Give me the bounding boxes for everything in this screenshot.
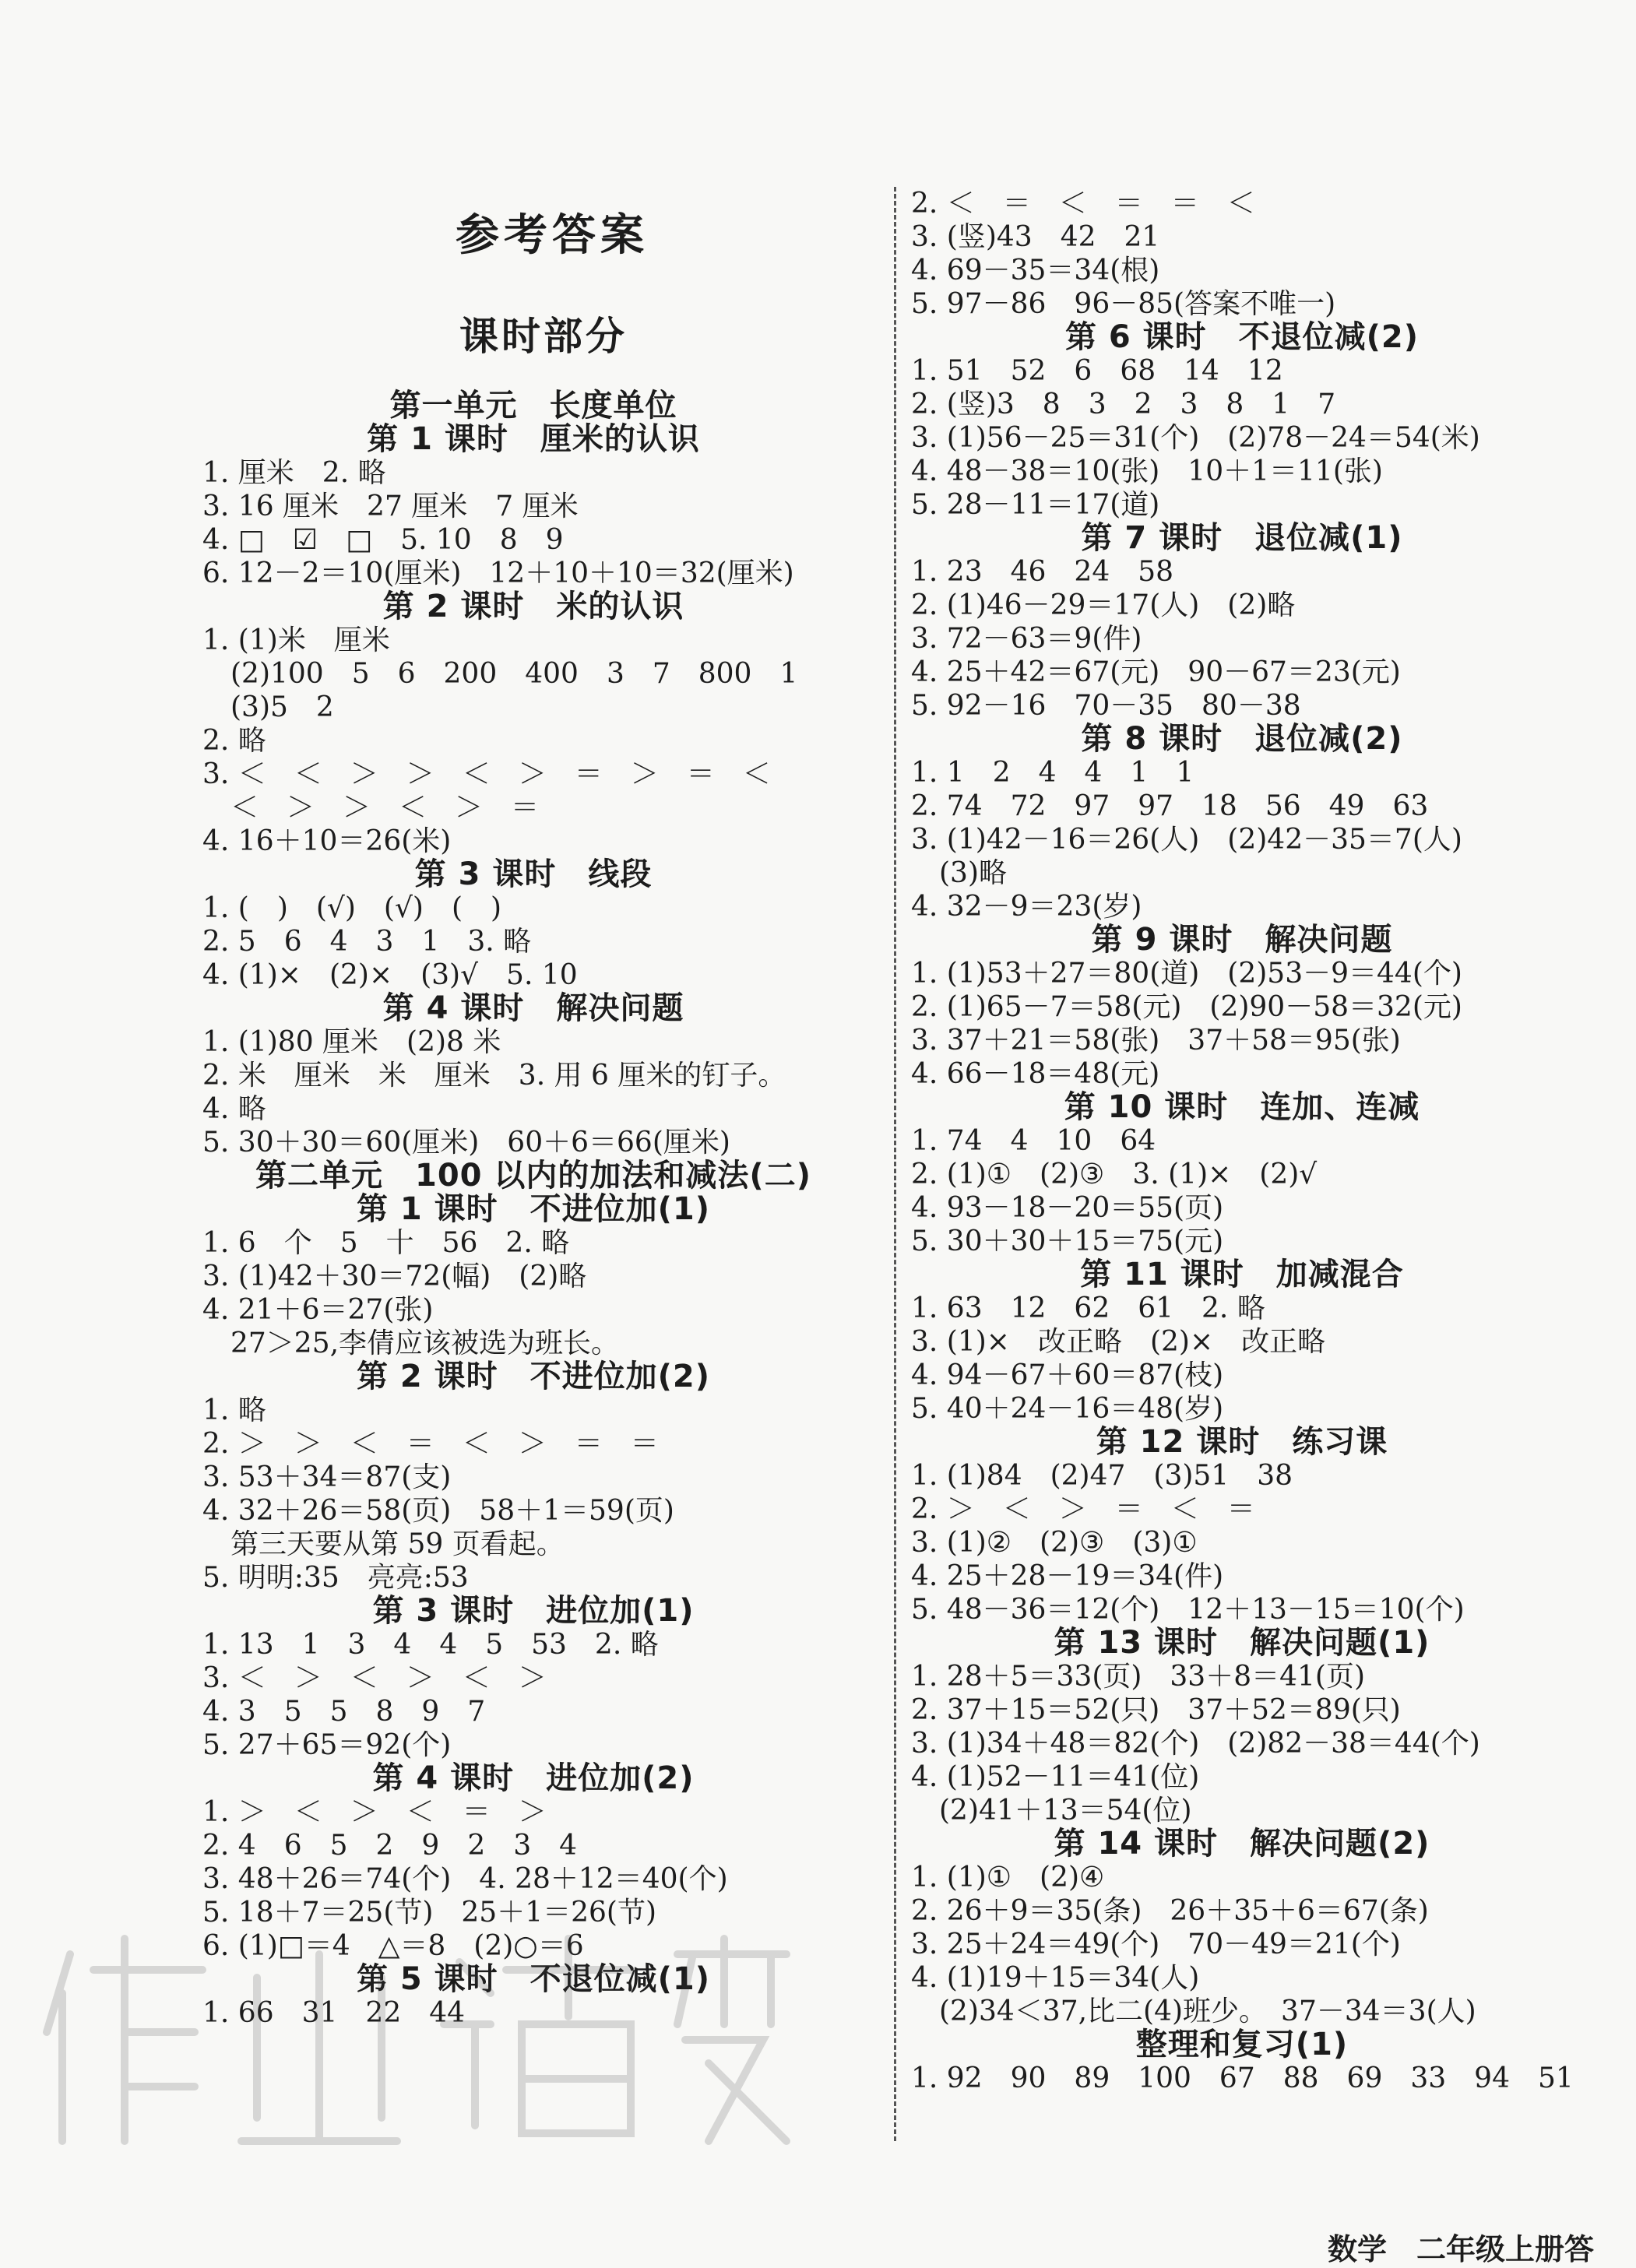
answer-line: 5. 18＋7＝25(节) 25＋1＝26(节)	[202, 1897, 657, 1929]
lesson-heading: 第 12 课时 练习课	[1096, 1424, 1388, 1460]
answer-line: 2. (1)65－7＝58(元) (2)90－58＝32(元)	[911, 991, 1462, 1023]
answer-line: 第三天要从第 59 页看起。	[202, 1528, 565, 1560]
column-divider	[894, 187, 896, 2141]
answer-line: 1. 23 46 24 58	[911, 556, 1174, 588]
page-footer: 数学 二年级上册答	[1328, 2232, 1595, 2266]
answer-line: 5. 明明:35 亮亮:53	[202, 1562, 469, 1594]
lesson-heading: 整理和复习(1)	[1135, 2027, 1349, 2062]
answer-line: 4. 48－38＝10(张) 10＋1＝11(张)	[911, 455, 1383, 487]
answer-line: 4. (1)19＋15＝34(人)	[911, 1962, 1200, 1994]
answer-line: 1. 74 4 10 64	[911, 1125, 1156, 1157]
left-answer-list	[202, 389, 864, 2030]
answer-line: 2. 74 72 97 97 18 56 49 63	[911, 790, 1429, 822]
answer-line: 3. 37＋21＝58(张) 37＋58＝95(张)	[911, 1025, 1401, 1057]
answer-line: 1. 63 12 62 61 2. 略	[911, 1292, 1265, 1324]
answer-line: 3. (1)42＋30＝72(幅) (2)略	[202, 1261, 587, 1292]
answer-line: 4. (1)52－11＝41(位)	[911, 1761, 1200, 1793]
answer-line: 3. ＜ ＜ ＞ ＞ ＜ ＞ ＝ ＞ ＝ ＜	[202, 758, 771, 790]
answer-line: 2. 5 6 4 3 1 3. 略	[202, 926, 532, 958]
lesson-heading: 第 3 课时 线段	[414, 856, 653, 892]
answer-line: 4. 略	[202, 1093, 266, 1125]
lesson-heading: 第 7 课时 退位减(1)	[1081, 520, 1403, 556]
answer-line: 2. ＞ ＜ ＞ ＝ ＜ ＝	[911, 1493, 1255, 1525]
answer-line: 1. 厘米 2. 略	[202, 457, 386, 489]
lesson-heading: 第 3 课时 进位加(1)	[372, 1593, 695, 1629]
answer-line: 3. (1)② (2)③ (3)①	[911, 1527, 1198, 1559]
answer-line: 2. 4 6 5 2 9 2 3 4	[202, 1830, 578, 1862]
answer-line: 3. 53＋34＝87(支)	[202, 1461, 452, 1493]
lesson-heading: 第 13 课时 解决问题(1)	[1054, 1625, 1430, 1661]
lesson-heading: 第 10 课时 连加、连减	[1064, 1089, 1420, 1125]
answer-line: 1. ＞ ＜ ＞ ＜ ＝ ＞	[202, 1796, 547, 1828]
answer-line: (3)略	[911, 857, 1007, 889]
answer-line: 2. (1)46－29＝17(人) (2)略	[911, 589, 1296, 621]
answer-line: 1. 28＋5＝33(页) 33＋8＝41(页)	[911, 1661, 1366, 1693]
answer-line: 1. 1 2 4 4 1 1	[911, 757, 1194, 789]
answer-line: 2. (1)① (2)③ 3. (1)× (2)√	[911, 1159, 1318, 1190]
answer-line: 2. (竖)3 8 3 2 3 8 1 7	[911, 389, 1336, 420]
answer-line: 5. 28－11＝17(道)	[911, 489, 1160, 521]
answer-line: ＜ ＞ ＞ ＜ ＞ ＝	[202, 792, 540, 824]
section-title: 课时部分	[459, 314, 628, 359]
answer-line: 1. (1)84 (2)47 (3)51 38	[911, 1460, 1293, 1492]
answer-line: 6. 12－2＝10(厘米) 12＋10＋10＝32(厘米)	[202, 557, 794, 589]
answer-line: 4. 25＋28－19＝34(件)	[911, 1560, 1224, 1592]
answer-line: 4. 32＋26＝58(页) 58＋1＝59(页)	[202, 1495, 674, 1527]
answer-line: 5. 30＋30＝60(厘米) 60＋6＝66(厘米)	[202, 1127, 730, 1159]
answer-line: 1. 6 个 5 十 56 2. 略	[202, 1227, 570, 1259]
lesson-heading: 第 8 课时 退位减(2)	[1081, 721, 1403, 757]
answer-line: 3. ＜ ＞ ＜ ＞ ＜ ＞	[202, 1662, 547, 1694]
answer-line: 2. 米 厘米 米 厘米 3. 用 6 厘米的钉子。	[202, 1060, 786, 1092]
answer-line: 1. 13 1 3 4 4 5 53 2. 略	[202, 1629, 659, 1661]
answer-line: 1. (1)米 厘米	[202, 624, 390, 656]
answer-line: 2. 略	[202, 725, 266, 757]
answer-line: 27＞25,李倩应该被选为班长。	[202, 1327, 620, 1359]
answer-line: 4. □ ☑ □ 5. 10 8 9	[202, 524, 564, 556]
answer-line: 2. 37＋15＝52(只) 37＋52＝89(只)	[911, 1694, 1401, 1726]
answer-line: 4. 3 5 5 8 9 7	[202, 1696, 486, 1728]
answer-line: 5. 97－86 96－85(答案不唯一)	[911, 288, 1336, 320]
lesson-heading: 第一单元 长度单位	[389, 388, 677, 424]
answer-line: 4. 94－67＋60＝87(枝)	[911, 1359, 1224, 1391]
answer-line: 4. 32－9＝23(岁)	[911, 891, 1142, 923]
answer-line: 3. 72－63＝9(件)	[911, 623, 1142, 655]
answer-line: 1. (1)53＋27＝80(道) (2)53－9＝44(个)	[911, 958, 1462, 990]
answer-line: 4. (1)× (2)× (3)√ 5. 10	[202, 959, 578, 991]
answer-line: 2. ＜ ＝ ＜ ＝ ＝ ＜	[911, 188, 1255, 220]
answer-line: 1. 51 52 6 68 14 12	[911, 355, 1283, 387]
lesson-heading: 第 1 课时 厘米的认识	[367, 421, 700, 457]
answer-line: 4. 69－35＝34(根)	[911, 255, 1160, 287]
right-answer-list	[911, 187, 1573, 2095]
answer-line: 3. (1)34＋48＝82(个) (2)82－38＝44(个)	[911, 1728, 1480, 1760]
lesson-heading: 第 2 课时 不进位加(2)	[356, 1359, 711, 1394]
answer-line: (3)5 2	[202, 691, 334, 723]
page-title: 参考答案	[456, 210, 649, 261]
answer-line: (2)41＋13＝54(位)	[911, 1795, 1192, 1827]
answer-line: 4. 93－18－20＝55(页)	[911, 1192, 1224, 1224]
edge-artifacts	[1606, 1012, 1633, 2180]
answer-line: 4. 66－18＝48(元)	[911, 1058, 1160, 1090]
answer-line: 3. (1)× 改正略 (2)× 改正略	[911, 1326, 1326, 1358]
answer-line: 3. (1)42－16＝26(人) (2)42－35＝7(人)	[911, 824, 1462, 856]
answer-line: 1. 92 90 89 100 67 88 69 33 94 51	[911, 2062, 1574, 2094]
lesson-heading: 第 9 课时 解决问题	[1091, 922, 1393, 958]
answer-line: 4. 21＋6＝27(张)	[202, 1294, 434, 1326]
answer-line: 6. (1)□＝4 △＝8 (2)○＝6	[202, 1930, 584, 1962]
answer-line: 1. 略	[202, 1394, 266, 1426]
lesson-heading: 第 4 课时 解决问题	[382, 990, 684, 1026]
lesson-heading: 第 4 课时 进位加(2)	[372, 1760, 695, 1796]
answer-line: 4. 25＋42＝67(元) 90－67＝23(元)	[911, 656, 1401, 688]
lesson-heading: 第 6 课时 不退位减(2)	[1064, 319, 1420, 355]
answer-line: 5. 40＋24－16＝48(岁)	[911, 1393, 1224, 1425]
answer-line: 3. (1)56－25＝31(个) (2)78－24＝54(米)	[911, 422, 1480, 454]
answer-line: 2. ＞ ＞ ＜ ＝ ＜ ＞ ＝ ＝	[202, 1428, 659, 1460]
answer-line: 5. 92－16 70－35 80－38	[911, 690, 1301, 722]
answer-line: 5. 30＋30＋15＝75(元)	[911, 1225, 1224, 1257]
answer-line: 2. 26＋9＝35(条) 26＋35＋6＝67(条)	[911, 1895, 1429, 1927]
answer-line: 3. 48＋26＝74(个) 4. 28＋12＝40(个)	[202, 1863, 728, 1895]
answer-line: 5. 27＋65＝92(个)	[202, 1729, 452, 1761]
answer-line: 1. (1)① (2)④	[911, 1862, 1105, 1894]
answer-line: 3. (竖)43 42 21	[911, 221, 1160, 253]
lesson-heading: 第二单元 100 以内的加法和减法(二)	[255, 1158, 811, 1194]
answer-line: 1. (1)80 厘米 (2)8 米	[202, 1026, 501, 1058]
answer-line: 4. 16＋10＝26(米)	[202, 825, 452, 857]
answer-line: 1. 66 31 22 44	[202, 1997, 466, 2029]
answer-line: 3. 25＋24＝49(个) 70－49＝21(个)	[911, 1929, 1401, 1960]
lesson-heading: 第 2 课时 米的认识	[382, 589, 684, 624]
watermark-logo	[23, 1908, 802, 2164]
lesson-heading: 第 5 课时 不退位减(1)	[356, 1961, 711, 1997]
answer-line: 5. 48－36＝12(个) 12＋13－15＝10(个)	[911, 1594, 1465, 1626]
answer-line: 1. ( ) (√) (√) ( )	[202, 892, 502, 924]
lesson-heading: 第 1 课时 不进位加(1)	[356, 1191, 711, 1227]
lesson-heading: 第 11 课时 加减混合	[1080, 1257, 1404, 1292]
answer-line: 3. 16 厘米 27 厘米 7 厘米	[202, 491, 579, 522]
answer-line: (2)100 5 6 200 400 3 7 800 1	[202, 658, 798, 690]
lesson-heading: 第 14 课时 解决问题(2)	[1054, 1826, 1430, 1862]
answer-line: (2)34＜37,比二(4)班少。 37－34＝3(人)	[911, 1995, 1476, 2027]
